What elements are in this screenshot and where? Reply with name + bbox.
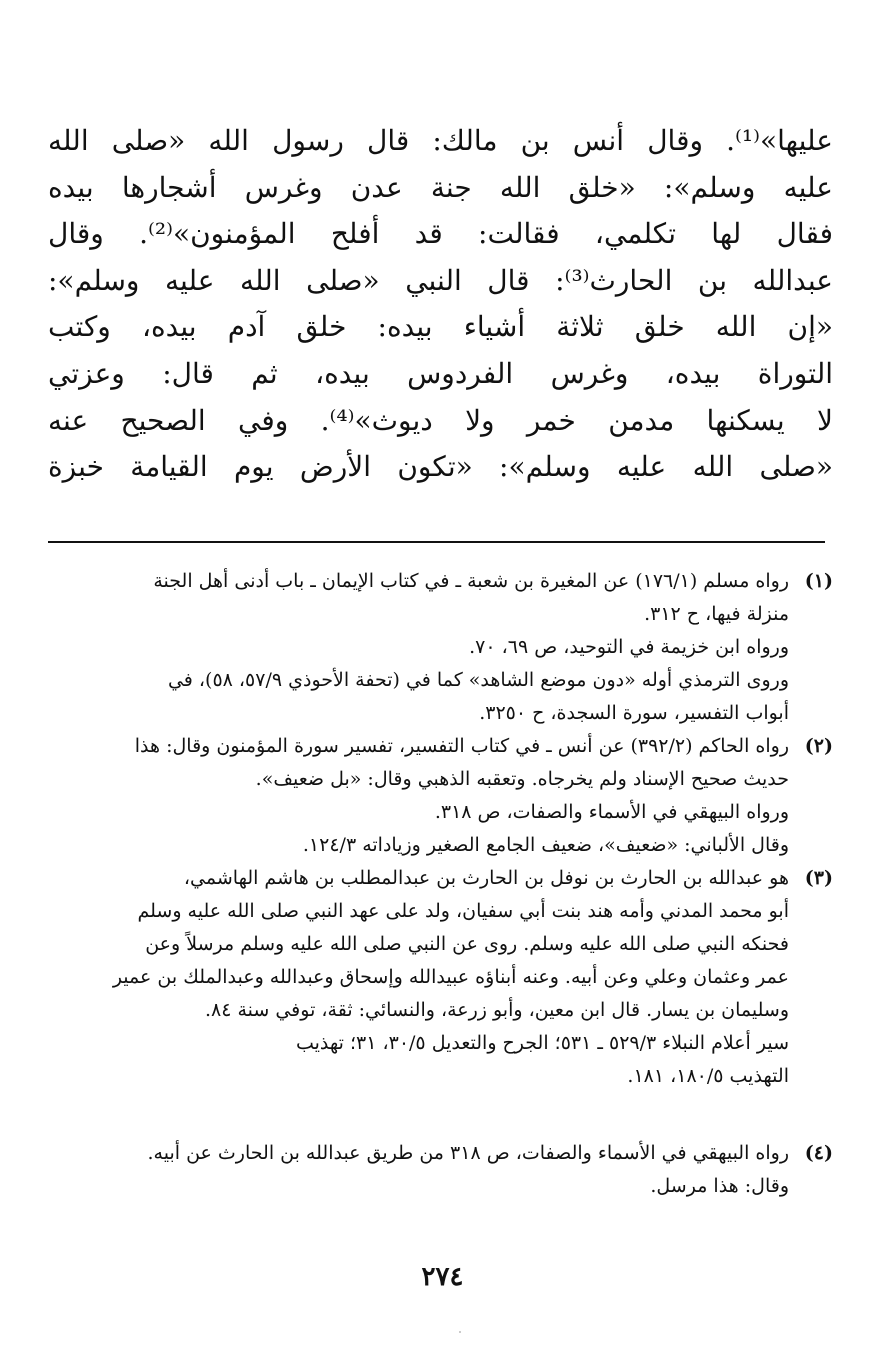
footnote-line: رواه البيهقي في الأسماء والصفات، ص ٣١٨ من طريق عبدالله بن الحارث عن أبيه. — [147, 1142, 789, 1164]
footnote-line: منزلة فيها، ح ٣١٢. — [644, 603, 789, 625]
footnote-line: وقال الألباني: «ضعيف»، ضعيف الجامع الصغير وزياداته ١٢٤/٣. — [302, 834, 789, 856]
page-number: ٢٧٤ — [421, 1262, 464, 1292]
footnote-line: وروى الترمذي أوله «دون موضع الشاهد» كما في (تحفة الأحوذي ٥٧/٩، ٥٨)، في — [167, 669, 789, 691]
main-body-text — [48, 118, 833, 491]
footnote-number: (٣) — [804, 867, 833, 889]
footnote-line: التهذيب ١٨٠/٥، ١٨١. — [627, 1065, 789, 1087]
body-line: لا يسكنها مدمن خمر ولا ديوث»⁽⁴⁾. وفي الصحيح عنه — [48, 403, 833, 437]
footnote-line: فحنكه النبي صلى الله عليه وسلم. روى عن النبي صلى الله عليه وسلم مرسلاً وعن — [145, 933, 789, 955]
footnote-line: وسليمان بن يسار. قال ابن معين، وأبو زرعة، والنسائي: ثقة، توفي سنة ٨٤. — [204, 999, 789, 1021]
footnote-line: أبو محمد المدني وأمه هند بنت أبي سفيان، ولد على عهد النبي صلى الله عليه وسلم — [137, 900, 789, 922]
footnote-number: (١) — [804, 570, 833, 592]
page-mark — [459, 1331, 461, 1333]
body-line: «صلى الله عليه وسلم»: «تكون الأرض يوم القيامة خبزة — [48, 450, 833, 484]
footnote-line: وقال: هذا مرسل. — [650, 1175, 789, 1197]
footnote-line: هو عبدالله بن الحارث بن نوفل بن الحارث بن عبدالمطلب بن هاشم الهاشمي، — [183, 867, 789, 889]
body-line: التوراة بيده، وغرس الفردوس بيده، ثم قال: وعزتي — [48, 356, 833, 390]
body-line: «إن الله خلق ثلاثة أشياء بيده: خلق آدم بيده، وكتب — [48, 310, 833, 344]
footnote-line: أبواب التفسير، سورة السجدة، ح ٣٢٥٠. — [479, 702, 789, 724]
footnote-number: (٢) — [804, 735, 833, 757]
body-line: عليه وسلم»: «خلق الله جنة عدن وغرس أشجارها بيده — [48, 170, 833, 204]
body-line: عبدالله بن الحارث⁽³⁾: قال النبي «صلى الله عليه وسلم»: — [48, 263, 834, 297]
footnote-line: سير أعلام النبلاء ٥٢٩/٣ ـ ٥٣١؛ الجرح والتعديل ٣٠/٥، ٣١؛ تهذيب — [295, 1032, 789, 1054]
footnote-number: (٤) — [804, 1142, 833, 1164]
footnote-line: ورواه البيهقي في الأسماء والصفات، ص ٣١٨. — [434, 801, 789, 823]
body-line: فقال لها تكلمي، فقالت: قد أفلح المؤمنون»⁽²⁾. وقال — [48, 217, 833, 251]
footnote-line: حديث صحيح الإسناد ولم يخرجاه. وتعقبه الذهبي وقال: «بل ضعيف». — [255, 768, 789, 790]
footnote-line: عمر وعثمان وعلي وعن أبيه. وعنه أبناؤه عبيدالله وإسحاق وعبدالله وعبدالملك بن عمير — [112, 966, 789, 988]
body-line: عليها»⁽¹⁾. وقال أنس بن مالك: قال رسول الله «صلى الله — [48, 124, 833, 157]
footnote-divider — [48, 541, 825, 543]
footnote-line: رواه مسلم (١٧٦/١) عن المغيرة بن شعبة ـ في كتاب الإيمان ـ باب أدنى أهل الجنة — [153, 570, 789, 592]
footnote-line: ورواه ابن خزيمة في التوحيد، ص ٦٩، ٧٠. — [469, 636, 789, 658]
footnote-line: رواه الحاكم (٣٩٢/٢) عن أنس ـ في كتاب التفسير، تفسير سورة المؤمنون وقال: هذا — [134, 735, 789, 757]
